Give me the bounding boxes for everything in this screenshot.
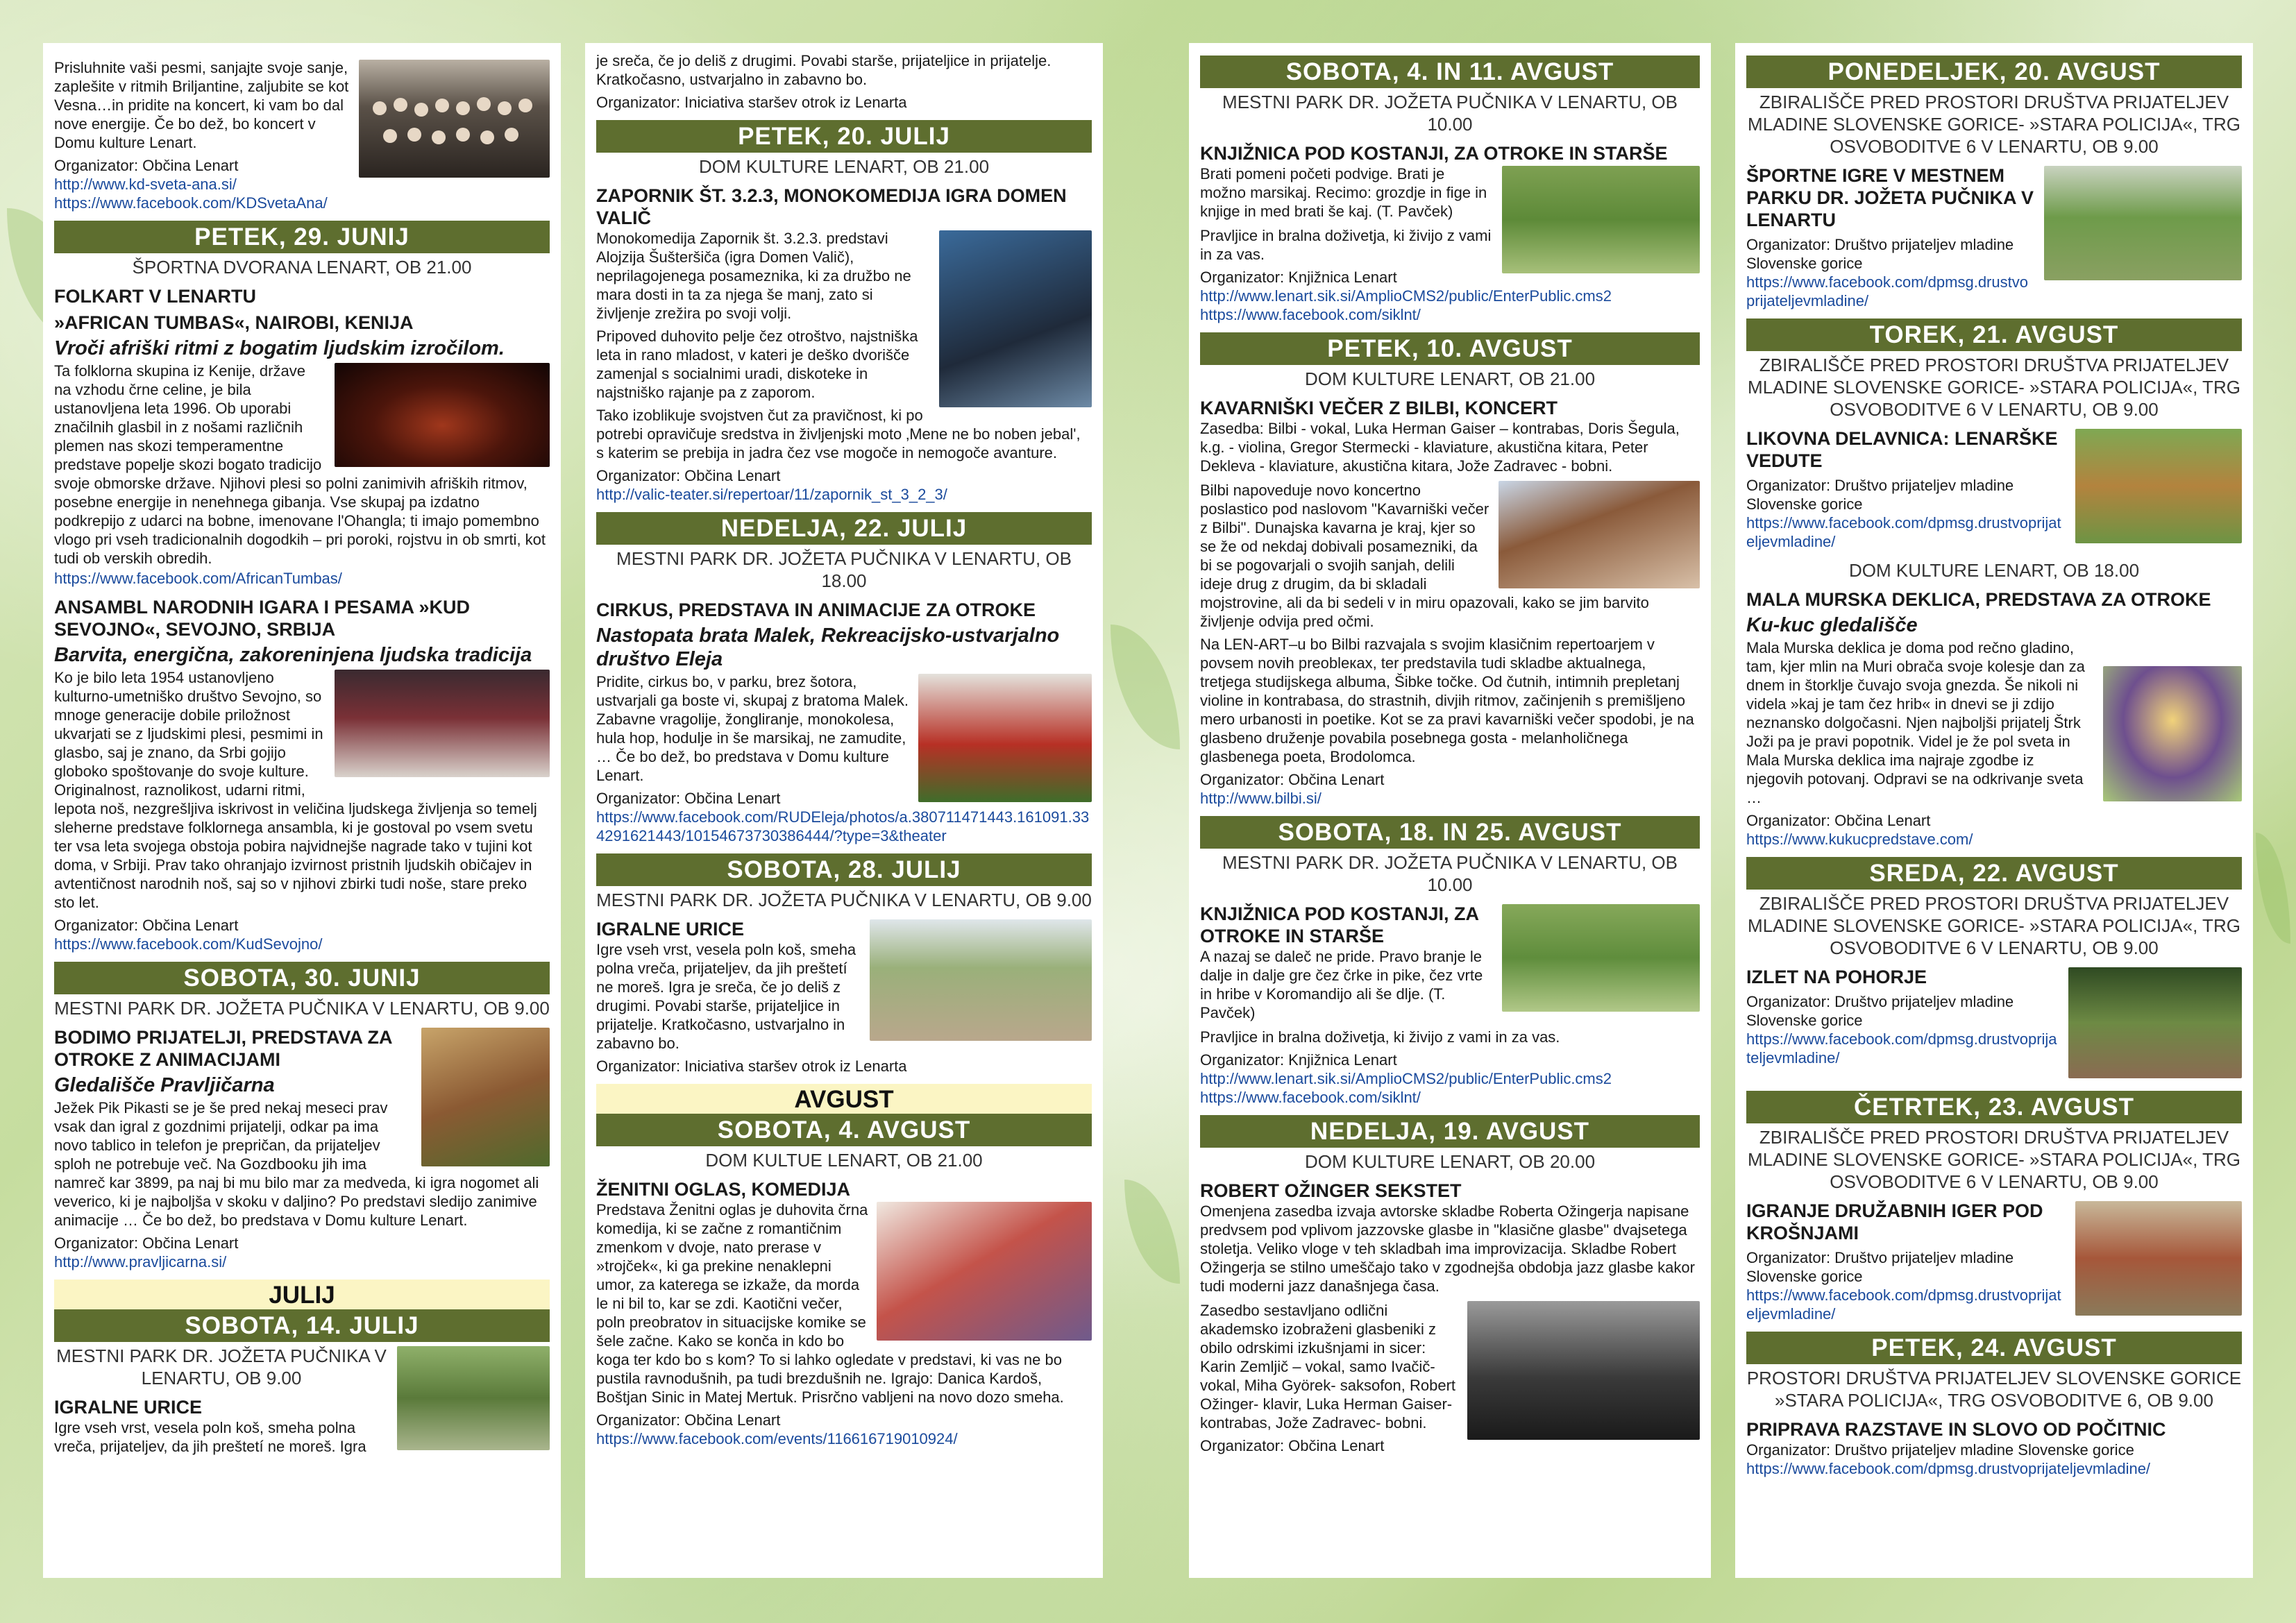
event-description: je sreča, če jo deliš z drugimi. Povabi starše, prijateljice in prijatelje. Kratkočasno, ustvarjalno in zabavno bo.	[596, 52, 1052, 88]
event-description: Predstava Ženitni oglas je duhovita črna komedija, ki se začne z romantičnim zmenkom v dvoje, nato prerase v »trojček«, ki ga prekine nenaklepni umor, za katerega se izkaže, da morda le ni bil to, kar se zdi. Kaotični večer, poln preobratov in situacijske komike se šele začne. Kako se konča in kdo bo koga ter kdo bo s kom? To si lahko ogledate v predstavi, ki vas ne bo pustila ravnodušnih, pa tudi brezdušnih ne. Igrajo: Danica Kardoš, Boštjan Sinic in Matej Mertuk. Prisrčno vabljeni na novo dozo smeha.	[596, 1201, 1064, 1406]
board-games-photo	[2075, 1201, 2242, 1316]
organizer: Organizator: Knjižnica Lenart	[1200, 269, 1397, 286]
organizer: Organizator: Občina Lenart	[1746, 812, 1931, 829]
event-likovna-delavnica	[1746, 427, 2242, 551]
venue-time: MESTNI PARK DR. JOŽETA PUČNIKA V LENARTU, OB 9.00	[56, 1345, 387, 1388]
date-banner: SOBOTA, 4. IN 11. AVGUST	[1200, 56, 1700, 88]
event-title: BODIMO PRIJATELJI, PREDSTAVA ZA OTROKE Z ANIMACIJAMI	[54, 1027, 392, 1070]
park-photo	[397, 1346, 550, 1450]
event-cirkus	[596, 599, 1092, 845]
facebook-link[interactable]: https://www.facebook.com/RUDEleja/photos/a.380711471443.161091.334291621443/10154673730386444/?type=3&theater	[596, 808, 1090, 844]
event-zenitni-oglas	[596, 1178, 1092, 1448]
forest-hike-photo	[2068, 967, 2242, 1078]
month-heading: JULIJ	[54, 1280, 550, 1309]
event-title: IGRALNE URICE	[54, 1397, 203, 1418]
organizer: Organizator: Občina Lenart	[54, 1234, 239, 1252]
column-3	[1189, 43, 1711, 1578]
reading-in-park-photo	[1502, 904, 1700, 1012]
date-banner: ČETRTEK, 23. AVGUST	[1746, 1091, 2242, 1123]
website-link[interactable]: http://www.lenart.sik.si/AmplioCMS2/public/EnterPublic.cms2	[1200, 287, 1612, 305]
website-link[interactable]: http://www.pravljicarna.si/	[54, 1253, 227, 1271]
playground-photo	[870, 919, 1092, 1041]
website-link[interactable]: http://www.lenart.sik.si/AmplioCMS2/public/EnterPublic.cms2	[1200, 1070, 1612, 1087]
organizer: Organizator: Občina Lenart	[596, 790, 781, 807]
organizer: Organizator: Občina Lenart	[596, 1411, 781, 1429]
venue-time: DOM KULTURE LENART, OB 20.00	[1304, 1151, 1596, 1172]
event-sportne-igre	[1746, 164, 2242, 310]
event-izlet-pohorje	[1746, 966, 2242, 1082]
folk-ensemble-photo	[335, 670, 550, 777]
venue-time: MESTNI PARK DR. JOŽETA PUČNIKA V LENARTU, OB 18.00	[616, 548, 1072, 591]
sports-games-photo	[2044, 166, 2242, 280]
puppet-show-photo	[421, 1028, 550, 1166]
facebook-link[interactable]: https://www.facebook.com/events/116616719010924/	[596, 1430, 958, 1447]
event-description: Brati pomeni početi podvige. Brati je možno marsikaj. Recimo: grozdje in fige in knjige in med brati še kaj. (T. Pavček)	[1200, 165, 1487, 220]
date-banner: NEDELJA, 19. AVGUST	[1200, 1115, 1700, 1148]
facebook-link[interactable]: https://www.facebook.com/dpmsg.drustvoprijateljevmladine/	[1746, 514, 2061, 550]
date-banner: SREDA, 22. AVGUST	[1746, 857, 2242, 890]
facebook-link[interactable]: https://www.facebook.com/dpmsg.drustvoprijateljevmladine/	[1746, 273, 2028, 309]
venue-time: ZBIRALIŠČE PRED PROSTORI DRUŠTVA PRIJATELJEV MLADINE SLOVENSKE GORICE- »STARA POLICIJA«, TRG OSVOBODITVE 6 V LENARTU, OB 9.00	[1748, 893, 2240, 958]
intro-text: Prisluhnite vaši pesmi, sanjajte svoje sanje, zaplešite v ritmih Briljantine, zaljubite se kot Vesna…in pridite na koncert, ki vam bo dal nove energije. Če bo dež, bo koncert v Domu kulture Lenart.	[54, 59, 349, 151]
organizer: Organizator: Društvo prijateljev mladine Slovenske gorice	[1746, 993, 2014, 1029]
venue-time: ŠPORTNA DVORANA LENART, OB 21.00	[132, 257, 472, 278]
date-banner: SOBOTA, 18. IN 25. AVGUST	[1200, 816, 1700, 849]
website-link[interactable]: http://valic-teater.si/repertoar/11/zapornik_st_3_2_3/	[596, 486, 947, 503]
organizer: Organizator: Občina Lenart	[1200, 771, 1385, 788]
reading-in-park-photo	[1502, 166, 1700, 273]
date-banner: PETEK, 29. JUNIJ	[54, 221, 550, 253]
actor-photo	[939, 230, 1092, 407]
bg-leaf	[2256, 833, 2290, 944]
date-banner: NEDELJA, 22. JULIJ	[596, 512, 1092, 545]
event-description: Ko je bilo leta 1954 ustanovljeno kulturno-umetniško društvo Sevojno, so mnoge generacije dobile priložnost ukvarjati se z ljudskimi plesi, pesmimi in glasbo, saj je znano, da Srbi gojijo globoko spoštovanje do svoje kulture. Originalnost, raznolikost, udarni ritmi, lepota noš, nezgrešljiva iskrivost in veličina ljudskega življenja so temelj sleherne predstave folklornega ansambla, ki je gostoval po vsem svetu ter vsa leta svojega obstoja pobira najvidnejše nagrade tako v tujini kot doma, v Srbiji. Prav tako ohranjajo izvirnost pristnih ljudskih običajev in avtentičnost narodnih noš, saj so v njihovi zbirki tudi noše, stare preko sto let.	[54, 669, 537, 911]
organizer: Organizator: Občina Lenart	[54, 917, 239, 934]
event-subtitle: Ku-kuc gledališče	[1746, 614, 1918, 636]
choir-photo	[359, 60, 550, 178]
event-title: FOLKART V LENARTU	[54, 286, 256, 307]
event-description: Ježek Pik Pikasti se je še pred nekaj meseci prav vsak dan igral z gozdnimi prijatelji, odkar pa ima novo tablico in telefon je prepričan, da prijateljev sploh ne potrebuje več. Na Gozdbooku jih ima namreč kar 3899, pa naj bi mu bilo mar za medveda, ki igra nogomet ali veverico, ki je najboljša v skoku v daljino? Po predstavi sledijo zanimive animacije … Če bo dež, bo predstava v Domu kulture Lenart.	[54, 1099, 539, 1229]
event-description: Zasedba: Bilbi - vokal, Luka Herman Gaiser – kontrabas, Doris Šegula, k.g. - violina, Gregor Stermecki - klaviature, akustična kitara, Peter Dekleva - klaviature, akustična kitara, Jože Zadravec - bobni.	[1200, 420, 1680, 475]
facebook-link[interactable]: https://www.facebook.com/siklnt/	[1200, 1089, 1421, 1106]
facebook-link[interactable]: https://www.facebook.com/KudSevojno/	[54, 935, 323, 953]
venue-time: DOM KULTUE LENART, OB 21.00	[705, 1150, 983, 1171]
event-intro	[54, 58, 550, 212]
venue-time: MESTNI PARK DR. JOŽETA PUČNIKA V LENARTU, OB 10.00	[1222, 852, 1678, 895]
event-description: Bilbi napoveduje novo koncertno poslastico pod naslovom "Kavarniški večer z Bilbi". Dunajska kavarna je kraj, kjer so se že od nekdaj dobivali posamezniki, da bi se pogovarjali o svojih sanjah, delili ideje drug z drugim, da bi skladali mojstrovine, ali da bi sedeli v in miru opazovali, kako se jim barvito življenje odvija pred očmi.	[1200, 482, 1649, 630]
facebook-link[interactable]: https://www.facebook.com/dpmsg.drustvoprijateljevmladine/	[1746, 1286, 2061, 1323]
event-title: KNJIŽNICA POD KOSTANJI, ZA OTROKE IN STARŠE	[1200, 903, 1479, 946]
singer-photo	[1499, 481, 1700, 588]
event-description: Pravljice in bralna doživetja, ki živijo z vami in za vas.	[1200, 1028, 1560, 1046]
month-heading: AVGUST	[596, 1084, 1092, 1114]
event-knjiznica-1	[1200, 142, 1700, 324]
event-razstava	[1746, 1418, 2242, 1478]
event-title: »AFRICAN TUMBAS«, NAIROBI, KENIJA	[54, 312, 414, 333]
event-description: Zasedbo sestavljano odlični akademsko izobraženi glasbeniki z obilo odrskimi izkušnjami in sicer: Karin Zemljič – vokal, samo Ivačič- vokal, Miha Györek- saksofon, Robert Ožinger- klavir, Luka Herman Gaiser- kontrabas, Jože Zadravec- bobni.	[1200, 1302, 1456, 1431]
event-igralne-urice-2	[596, 918, 1092, 1076]
art-workshop-photo	[2075, 429, 2242, 543]
organizer: Organizator: Društvo prijateljev mladine Slovenske gorice	[1746, 236, 2014, 272]
event-description: Pripoved duhovito pelje čez otroštvo, najstniška leta in rano mladost, v kateri je deško dvorišče zamenjal s socialnimi uradi, diskoteke in najstniško rajanje pa z zaporom.	[596, 328, 918, 401]
event-description: Ta folklorna skupina iz Kenije, države na vzhodu črne celine, je bila ustanovljena leta 1996. Ob uporabi značilnih glasbil in z nošami različnih plemen nas skozi temperamentne predstave popelje skozi bogato tradicijo svoje obmorske države. Njihovi plesi so polni zanimivih afriških ritmov, posebne energije in nenehnega gibanja. Vse skupaj pa izdatno podkrepijo z udarci na bobne, imenovane l'Ohangla; ti imajo pomembno vlogo pri vseh tradicionalnih dogodkih – pri poroki, rojstvu in ob smrti, kot tudi ob verskih obredih.	[54, 362, 546, 567]
date-banner: SOBOTA, 28. JULIJ	[596, 853, 1092, 886]
event-description: Igre vseh vrst, vesela poln koš, smeha polna vreča, prijateljev, da jih preštetí ne moreš. Igra je sreča, če jo deliš z drugimi. Povabi starše, prijateljice in prijatelje. Kratkočasno, ustvarjalno in zabavno bo.	[596, 941, 856, 1052]
event-title: CIRKUS, PREDSTAVA IN ANIMACIJE ZA OTROKE	[596, 600, 1036, 620]
event-title: LIKOVNA DELAVNICA: LENARŠKE VEDUTE	[1746, 428, 2058, 471]
event-description: A nazaj se daleč ne pride. Pravo branje le dalje in dalje gre čez črke in pike, čez vrte in hribe v Koromandijo ali še dlje. (T. Pavček)	[1200, 948, 1483, 1021]
date-banner: PETEK, 10. AVGUST	[1200, 332, 1700, 365]
organizer: Organizator: Društvo prijateljev mladine Slovenske gorice	[1746, 1249, 2014, 1285]
bg-leaf	[1124, 1180, 1180, 1284]
column-1	[43, 43, 561, 1578]
event-description: Omenjena zasedba izvaja avtorske skladbe Roberta Ožingerja napisane predvsem pod vplivom jazzovske glasbe in "klasične glasbe" dvajsetega stoletja. Veliko vloge v teh skladbah ima improvizacija. Skladbe Robert Ožingerja se stilno umeščajo tako v zgodnejša obdobja jazz glasbe kakor tudi moderni jazz današnjega časa.	[1200, 1203, 1695, 1295]
venue-time: ZBIRALIŠČE PRED PROSTORI DRUŠTVA PRIJATELJEV MLADINE SLOVENSKE GORICE- »STARA POLICIJA«, TRG OSVOBODITVE 6 V LENARTU, OB 9.00	[1748, 92, 2240, 157]
event-title: KNJIŽNICA POD KOSTANJI, ZA OTROKE IN STARŠE	[1200, 143, 1668, 164]
facebook-link[interactable]: https://www.facebook.com/AfricanTumbas/	[54, 570, 342, 587]
venue-time: DOM KULTURE LENART, OB 18.00	[1848, 560, 2140, 581]
date-banner: SOBOTA, 30. JUNIJ	[54, 962, 550, 994]
comedy-cast-photo	[877, 1202, 1092, 1341]
date-banner: SOBOTA, 4. AVGUST	[596, 1114, 1092, 1146]
organizer: Organizator: Društvo prijateljev mladine Slovenske gorice	[1746, 477, 2014, 513]
event-subtitle: Gledališče Pravljičarna	[54, 1074, 275, 1096]
column-4	[1735, 43, 2253, 1578]
date-banner: PONEDELJEK, 20. AVGUST	[1746, 56, 2242, 88]
event-description: Tako izoblikuje svojstven čut za pravičnost, ki po potrebi opravičuje sredstva in življenjski moto ‚Mene ne bo noben jebal', s katerim se prebija in jadra čez vse mogoče in nemogoče avanture.	[596, 407, 1081, 461]
organizer: Organizator: Knjižnica Lenart	[1200, 1051, 1397, 1069]
event-kud-sevojno	[54, 596, 550, 953]
venue-time: ZBIRALIŠČE PRED PROSTORI DRUŠTVA PRIJATELJEV MLADINE SLOVENSKE GORICE- »STARA POLICIJA«, TRG OSVOBODITVE 6 V LENARTU, OB 9.00	[1748, 1127, 2240, 1192]
date-banner: PETEK, 24. AVGUST	[1746, 1332, 2242, 1364]
facebook-link[interactable]: https://www.facebook.com/siklnt/	[1200, 306, 1421, 323]
dance-photo	[335, 363, 550, 467]
event-title: ŠPORTNE IGRE V MESTNEM PARKU DR. JOŽETA PUČNIKA V LENARTU	[1746, 165, 2034, 230]
event-description: Pravljice in bralna doživetja, ki živijo z vami in za vas.	[1200, 227, 1492, 263]
website-link[interactable]: http://www.kd-sveta-ana.si/	[54, 176, 237, 193]
event-african-tumbas	[54, 285, 550, 588]
venue-time: MESTNI PARK DR. JOŽETA PUČNIKA V LENARTU, OB 9.00	[54, 998, 550, 1019]
facebook-link[interactable]: https://www.facebook.com/KDSvetaAna/	[54, 194, 328, 212]
event-igralne-urice	[54, 1345, 550, 1456]
facebook-link[interactable]: https://www.facebook.com/dpmsg.drustvoprijateljevmladine/	[1746, 1460, 2151, 1477]
facebook-link[interactable]: https://www.facebook.com/dpmsg.drustvoprijateljevmladine/	[1746, 1030, 2057, 1067]
event-title: MALA MURSKA DEKLICA, PREDSTAVA ZA OTROKE	[1746, 589, 2211, 610]
event-title: KAVARNIŠKI VEČER Z BILBI, KONCERT	[1200, 398, 1558, 418]
event-description: Monokomedija Zapornik št. 3.2.3. predstavi Alojzija Šušteršiča (igra Domen Valič), neprilagojenega posameznika, ki za družbo ne mara dosti in ta za njega še manj, zato si življenje zrežira po svoji volji.	[596, 230, 911, 322]
event-ozinger	[1200, 1180, 1700, 1455]
event-title: ZAPORNIK ŠT. 3.2.3, MONOKOMEDIJA IGRA DOMEN VALIČ	[596, 185, 1067, 228]
date-banner: SOBOTA, 14. JULIJ	[54, 1309, 550, 1342]
puppet-girl-photo	[2103, 666, 2242, 801]
event-description: Pridite, cirkus bo, v parku, brez šotora, ustvarjali ga boste vi, skupaj z bratoma Malek. Zabavne vragolije, žongliranje, monokolesa, hula hop, hodulje in še marsikaj, ne zamudite, … Če bo dež, bo predstava v Domu kulture Lenart.	[596, 673, 909, 784]
event-subtitle: Nastopata brata Malek, Rekreacijsko-ustvarjalno društvo Eleja	[596, 624, 1060, 670]
venue-time: PROSTORI DRUŠTVA PRIJATELJEV SLOVENSKE GORICE »STARA POLICIJA«, TRG OSVOBODITVE 6, OB 9.00	[1746, 1368, 2242, 1411]
venue-time: MESTNI PARK DR. JOŽETA PUČNIKA V LENARTU, OB 9.00	[596, 890, 1092, 910]
event-subtitle: Vroči afriški ritmi z bogatim ljudskim izročilom.	[54, 337, 505, 359]
event-description: Na LEN-ART–u bo Bilbi razvajala s svojim klasičnim repertoarjem v povsem novih preobleках, ter predstavila tudi skladbe aktualnega, tretjega studijskega albuma, Šibke točke. Od čutnih, intimnih prepletanj violine in kontrabasa, do strastnih, divjih ritmov, začinjenih s premišljeno mero urbanosti in poetike. Kot se za pravi kavarniški večer spodobi, je na glasbeno druženje povabila posebnega gosta - melanholičnega glasbenega poeta, Brodolomca.	[1200, 636, 1694, 765]
event-druzabne-igre	[1746, 1200, 2242, 1323]
organizer: Organizator: Občina Lenart	[54, 157, 239, 174]
date-banner: TOREK, 21. AVGUST	[1746, 318, 2242, 351]
date-banner: PETEK, 20. JULIJ	[596, 120, 1092, 153]
choir-icon	[359, 60, 550, 178]
event-title: PRIPRAVA RAZSTAVE IN SLOVO OD POČITNIC	[1746, 1419, 2166, 1440]
venue-time: DOM KULTURE LENART, OB 21.00	[1304, 368, 1596, 389]
event-title: ROBERT OŽINGER SEKSTET	[1200, 1180, 1462, 1201]
event-zapornik	[596, 185, 1092, 504]
event-title: ANSAMBL NARODNIH IGARA I PESAMA »KUD SEVOJNO«, SEVOJNO, SRBIJA	[54, 597, 471, 640]
event-title: IGRANJE DRUŽABNIH IGER POD KROŠNJAMI	[1746, 1200, 2043, 1243]
event-bodimo-prijatelji	[54, 1026, 550, 1271]
band-photo	[1467, 1301, 1700, 1440]
website-link[interactable]: http://www.bilbi.si/	[1200, 790, 1322, 807]
event-mala-murska-deklica	[1746, 588, 2242, 849]
event-title: ŽENITNI OGLAS, KOMEDIJA	[596, 1179, 851, 1200]
venue-time: MESTNI PARK DR. JOŽETA PUČNIKA V LENARTU, OB 10.00	[1222, 92, 1678, 135]
website-link[interactable]: https://www.kukucpredstave.com/	[1746, 831, 1973, 848]
event-igralne-urice-cont	[596, 51, 1092, 112]
column-2	[585, 43, 1103, 1578]
organizer: Organizator: Društvo prijateljev mladine Slovenske gorice	[1746, 1441, 2134, 1459]
event-description: Igre vseh vrst, vesela poln koš, smeha polna vreča, prijateljev, da jih preštetí ne moreš. Igra	[54, 1419, 366, 1455]
event-title: IZLET NA POHORJE	[1746, 967, 1927, 987]
event-description: Mala Murska deklica je doma pod rečno gladino, tam, kjer mlin na Muri obrača svoje kolesje dan za dnem in štorklje čuvajo svoja gnezda. Še nikoli ni videla »kaj je tam čez hrib« in dnevi se ji zdijo neznansko dolgočasni. Njen najboljši prijatelj Štrk Joži pa je pravi popotnik. Videl je že pol sveta in Mala Murska deklica ima najraje zgodbe iz njegovih potovanj. Odpravi se na odkrivanje sveta …	[1746, 639, 2085, 806]
organizer: Organizator: Iniciativa staršev otrok iz Lenarta	[596, 1057, 907, 1075]
venue-time: ZBIRALIŠČE PRED PROSTORI DRUŠTVA PRIJATELJEV MLADINE SLOVENSKE GORICE- »STARA POLICIJA«, TRG OSVOBODITVE 6 V LENARTU, OB 9.00	[1748, 355, 2240, 420]
clowns-photo	[918, 674, 1092, 802]
bg-leaf	[1111, 624, 1180, 749]
organizer: Organizator: Iniciativa staršev otrok iz Lenarta	[596, 94, 907, 111]
organizer: Organizator: Občina Lenart	[596, 467, 781, 484]
event-title: IGRALNE URICE	[596, 919, 745, 940]
organizer: Organizator: Občina Lenart	[1200, 1437, 1385, 1454]
venue-time: DOM KULTURE LENART, OB 21.00	[698, 156, 990, 177]
event-subtitle: Barvita, energična, zakoreninjena ljudska tradicija	[54, 644, 532, 666]
event-bilbi	[1200, 397, 1700, 808]
event-knjiznica-2	[1200, 903, 1700, 1107]
